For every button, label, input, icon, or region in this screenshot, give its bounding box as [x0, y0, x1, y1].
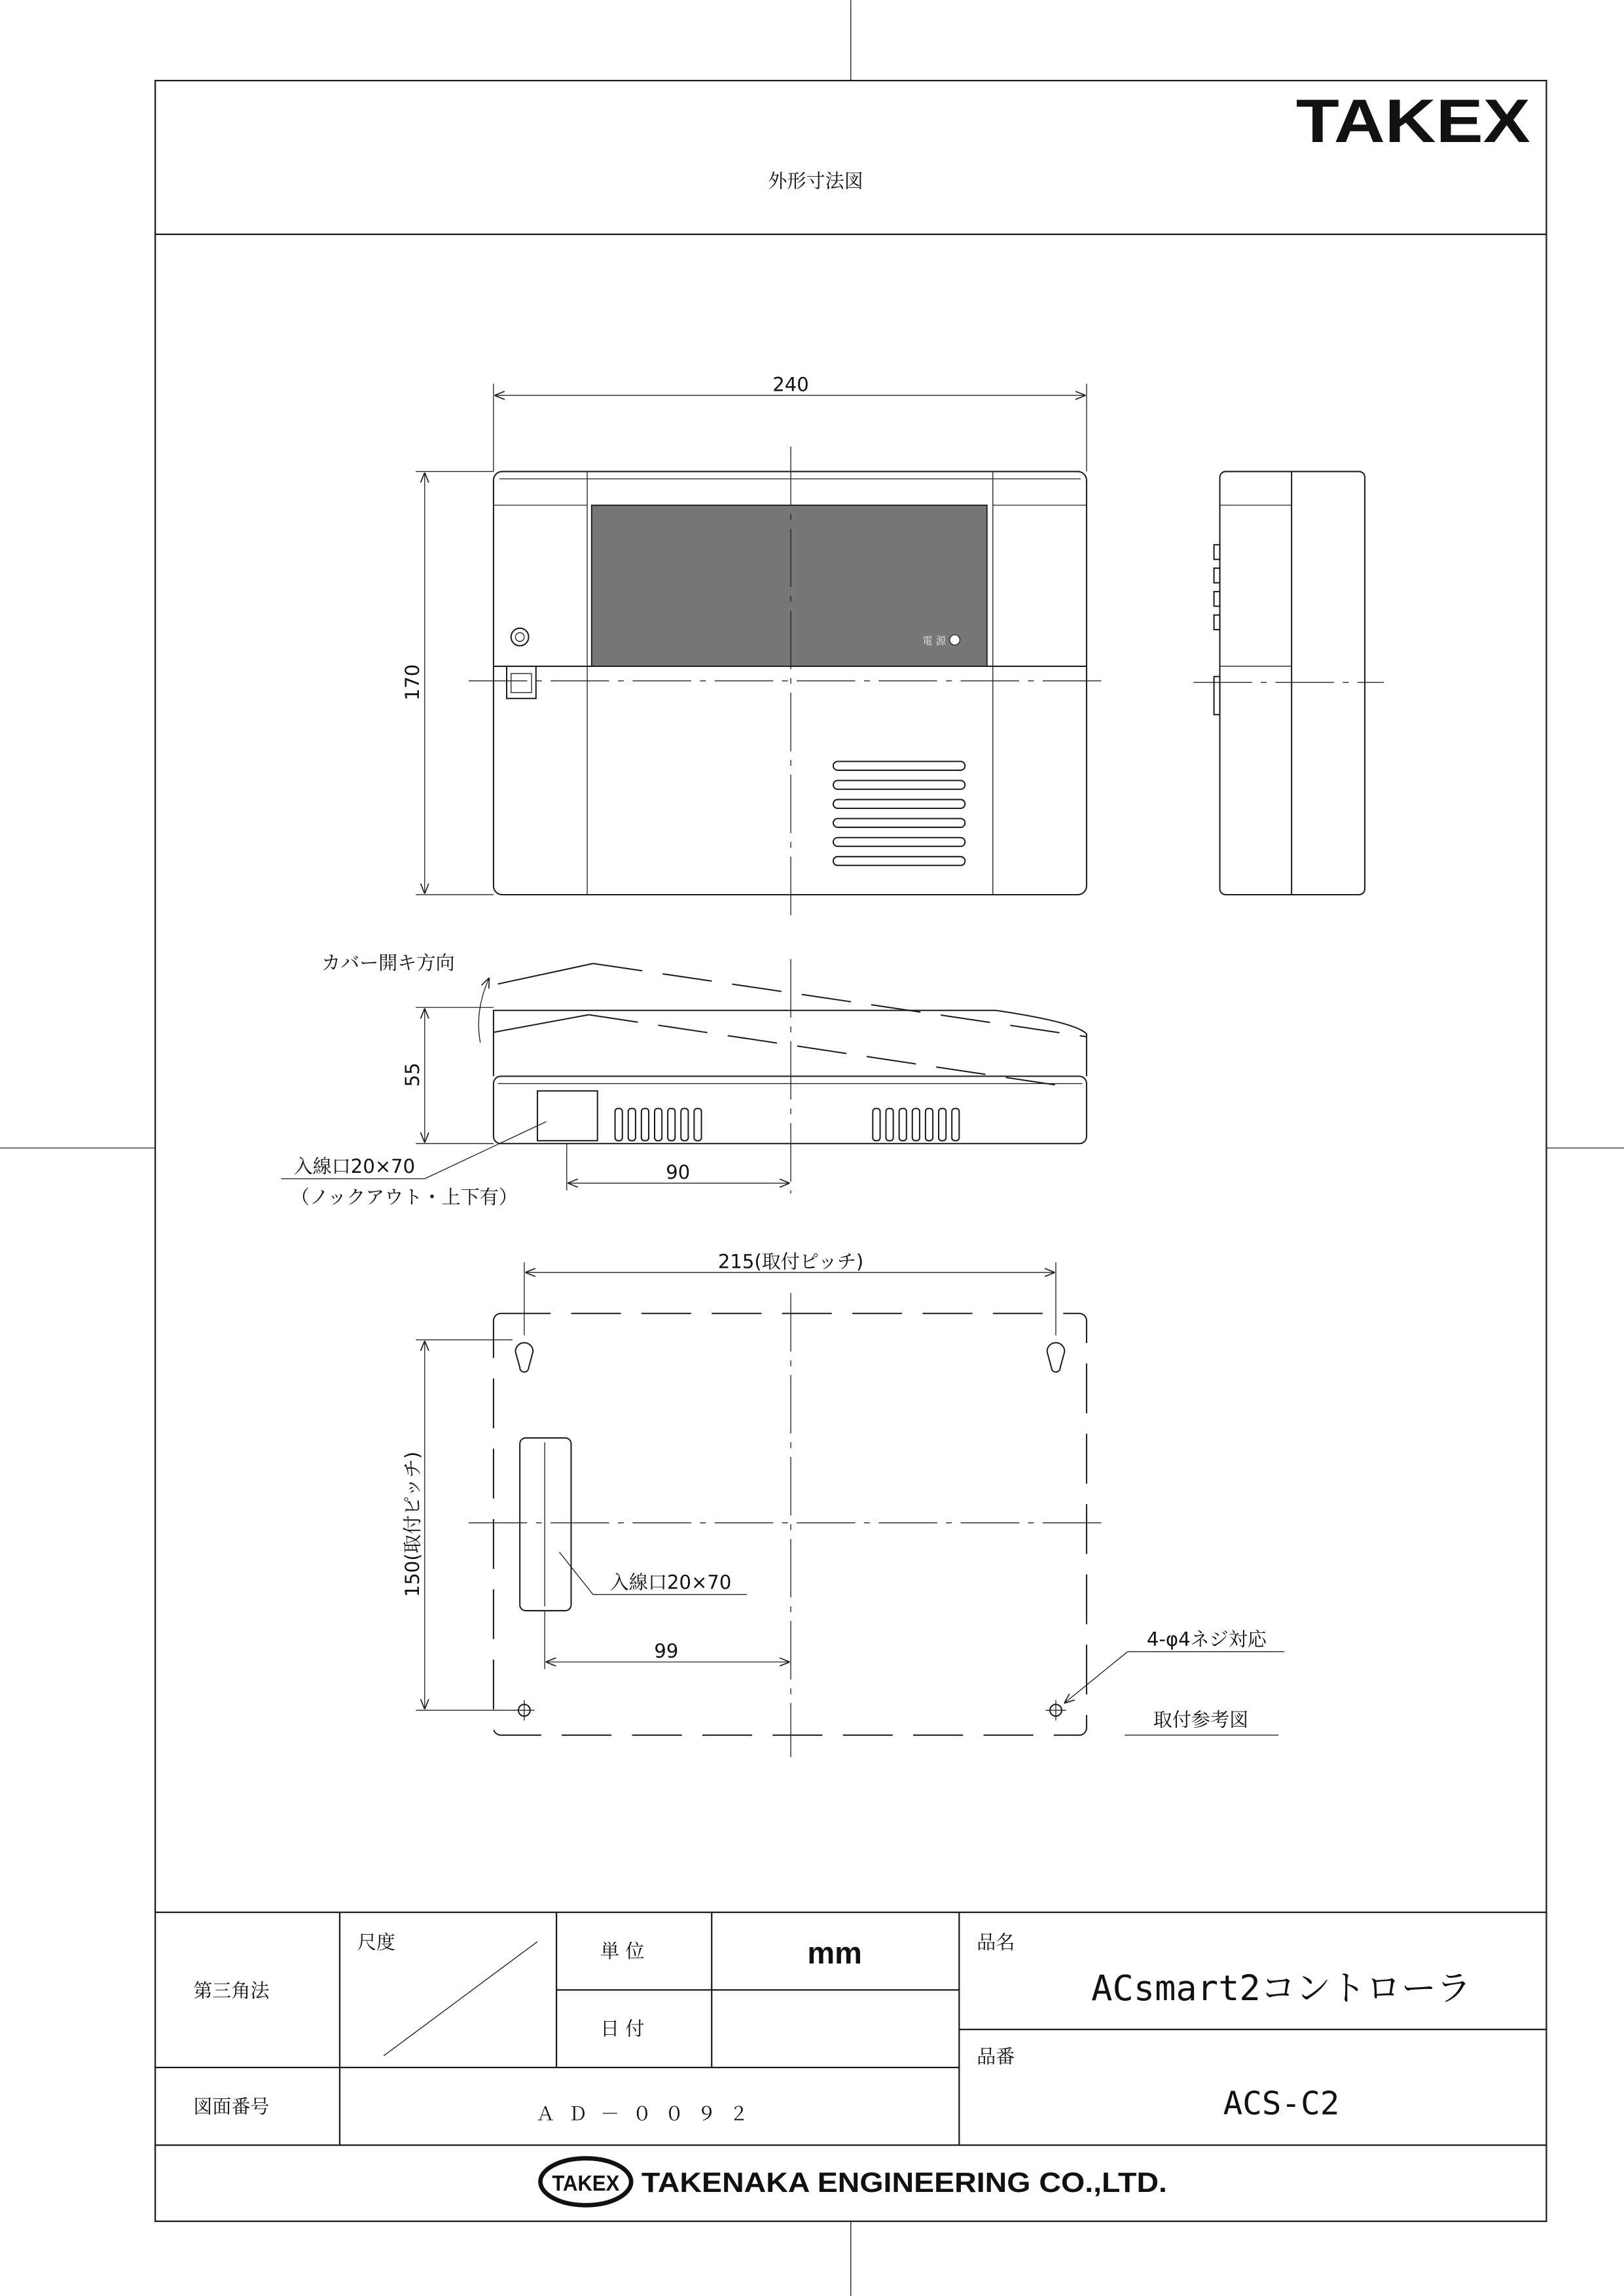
- vent-slot: [833, 857, 965, 865]
- vent-slot: [912, 1109, 920, 1141]
- vent-slot: [833, 761, 965, 770]
- product-code: ACS-C2: [1223, 2084, 1340, 2123]
- side-button: [1214, 592, 1220, 606]
- sheet-border: [155, 81, 1546, 2221]
- drawing-number-label: 図面番号: [193, 2095, 270, 2118]
- open-cover-bottom-solid: [494, 1014, 588, 1032]
- bottom-vent-group-left: [615, 1109, 702, 1141]
- title-block: [155, 1912, 1546, 2205]
- open-cover-top-solid: [498, 963, 593, 984]
- vent-slot: [641, 1109, 649, 1141]
- vent-slot: [833, 819, 965, 827]
- company-logo-text: TAKEX: [552, 2171, 620, 2196]
- vent-slot: [833, 800, 965, 808]
- vent-slot: [899, 1109, 907, 1141]
- cable-entry-knockout: [537, 1091, 598, 1141]
- vent-slot: [926, 1109, 933, 1141]
- base-body-outline: [494, 1076, 1087, 1143]
- vent-slot: [886, 1109, 893, 1141]
- unit-value: mm: [807, 1935, 862, 1971]
- vent-slot: [615, 1109, 623, 1141]
- drawing-number: ＡＤ－００９２: [535, 2102, 762, 2125]
- width-dimension-label: 240: [772, 373, 809, 396]
- projection-method: 第三角法: [193, 1979, 270, 2002]
- vent-slot: [628, 1109, 636, 1141]
- vent-slot: [668, 1109, 675, 1141]
- vent-slot: [833, 838, 965, 846]
- cable-entry-leader: [425, 1122, 547, 1179]
- keyhole-mount-right-icon: [1047, 1343, 1065, 1372]
- mounting-cable-entry-leader: [560, 1552, 593, 1594]
- knockout-note: （ノックアウト・上下有）: [291, 1186, 518, 1209]
- side-button: [1214, 568, 1220, 583]
- cover-open-arrow-icon: [478, 978, 489, 1042]
- takex-logo: TAKEX: [1295, 86, 1530, 156]
- keyhole-mount-left-icon: [515, 1343, 533, 1372]
- closed-cover-outline: [494, 1011, 1087, 1077]
- cover-latch-inner: [511, 673, 532, 692]
- product-name-label: 品名: [977, 1931, 1015, 1954]
- mounting-view: [401, 1250, 1284, 1757]
- h-pitch-dimension-label: 215(取付ピッチ): [717, 1250, 864, 1273]
- mounting-cable-entry: [520, 1438, 571, 1611]
- side-view: [1193, 471, 1384, 895]
- v-pitch-dimension-label: 150(取付ピッチ): [401, 1451, 424, 1598]
- screw-note-leader: [1064, 1652, 1127, 1703]
- page-title: 外形寸法図: [768, 170, 863, 192]
- open-cover-view: [281, 952, 1087, 1208]
- mounting-caption: 取付参考図: [1153, 1708, 1249, 1731]
- open-cover-top-dashed: [593, 963, 1087, 1037]
- speaker-vent-group: [833, 761, 965, 865]
- entry-offset-dimension-label: 90: [666, 1160, 691, 1183]
- screw-note: 4-φ4ネジ対応: [1146, 1628, 1267, 1651]
- vent-slot: [655, 1109, 662, 1141]
- product-code-label: 品番: [977, 2045, 1015, 2068]
- vent-slot: [952, 1109, 959, 1141]
- vent-slot: [681, 1109, 688, 1141]
- mounting-outline: [494, 1314, 1087, 1735]
- company-name: TAKENAKA ENGINEERING CO.,LTD.: [641, 2168, 1168, 2199]
- side-button: [1214, 545, 1220, 559]
- bottom-vent-group-right: [873, 1109, 959, 1141]
- key-lock-icon: [511, 628, 529, 646]
- scale-label: 尺度: [357, 1931, 396, 1954]
- key-lock-core: [515, 633, 524, 641]
- power-led-icon: [950, 635, 960, 645]
- product-name: ACsmart2コントローラ: [1091, 1967, 1471, 2009]
- unit-label: 単 位: [600, 1940, 645, 1963]
- side-button: [1214, 615, 1220, 630]
- cable-entry-label: 入線口20×70: [293, 1155, 416, 1178]
- cover-direction-label: カバー開キ方向: [321, 952, 455, 975]
- power-led-label: 電 源: [922, 634, 947, 647]
- vent-slot: [833, 780, 965, 789]
- front-view: [401, 373, 1110, 915]
- mounting-cable-entry-label: 入線口20×70: [609, 1571, 732, 1594]
- date-label: 日 付: [600, 2017, 645, 2040]
- side-body-outline: [1220, 471, 1365, 895]
- vent-slot: [873, 1109, 880, 1141]
- height-dimension-label: 170: [401, 664, 424, 701]
- scale-not-applicable-slash: [384, 1942, 537, 2056]
- entry-offset-99-label: 99: [654, 1640, 679, 1662]
- vent-slot: [694, 1109, 701, 1141]
- vent-slot: [939, 1109, 946, 1141]
- depth-dimension-label: 55: [401, 1062, 424, 1087]
